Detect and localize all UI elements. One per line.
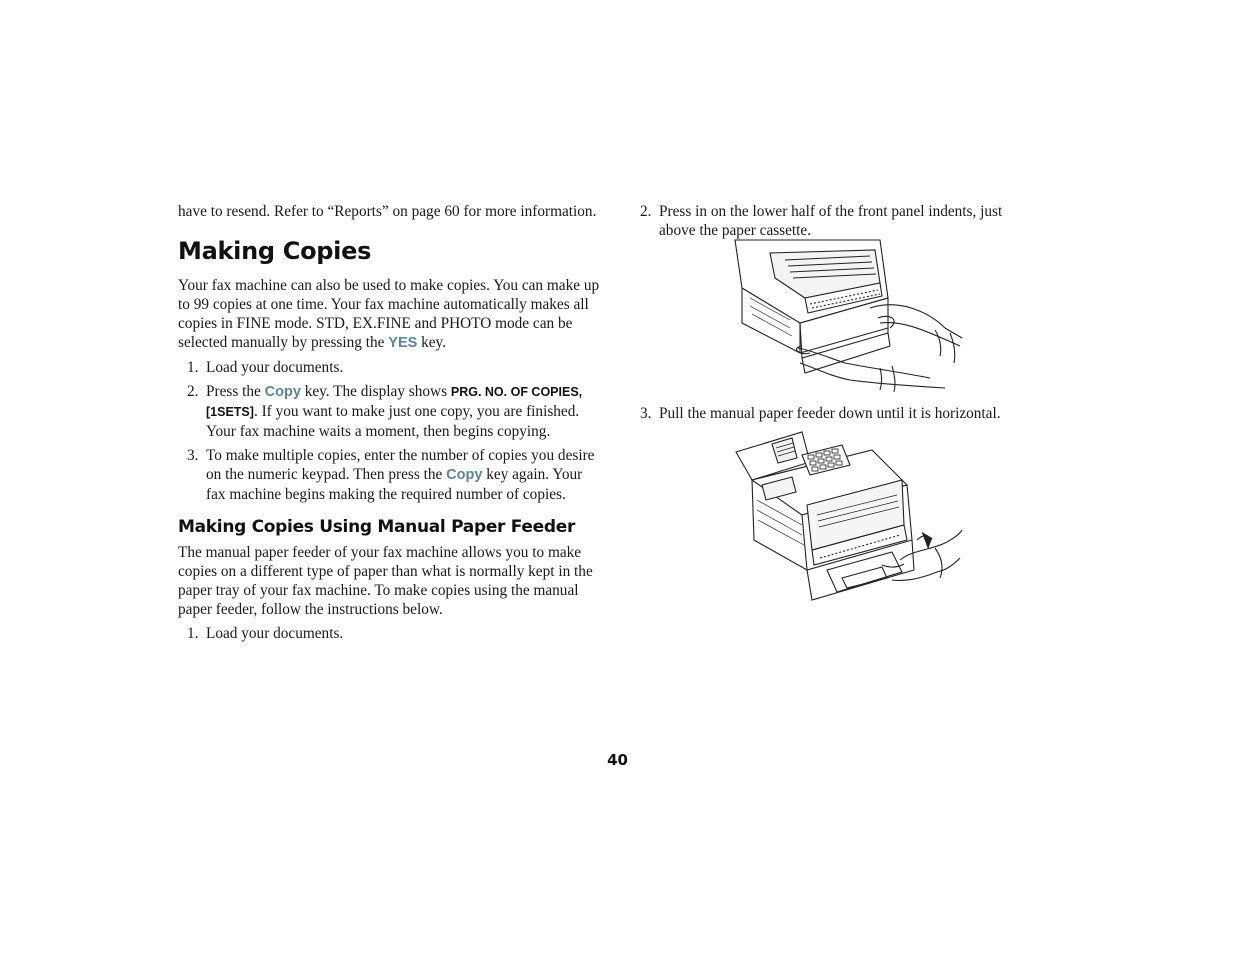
list-item: 3. To make multiple copies, enter the number of copies you desire on the numeric keypad. Then press the Copy key again. Your fax machine begins making the required number of copies. xyxy=(187,447,595,503)
copies-paragraph: Your fax machine can also be used to make copies. You can make up to 99 copies at one time. Your fax machine automatically makes all copies in FINE mode. STD, EX.FINE and PHOTO mode can be selected manually by pressing the YES key. xyxy=(178,277,600,351)
list-item xyxy=(640,404,1040,423)
section-heading: Making Copies xyxy=(178,237,372,265)
list-item xyxy=(640,202,1040,240)
fax-front-panel-illustration xyxy=(730,238,970,394)
manual-feeder-paragraph: The manual paper feeder of your fax machine allows you to make copies on a different type of paper than what is normally kept in the paper tray of your fax machine. To make copies using the manual paper feeder, follow the instructions below. xyxy=(178,544,593,618)
list-item: 2. Press the Copy key. The display shows PRG. NO. OF COPIES, [1SETS]. If you want to make just one copy, you are finished. Your fax machine waits a moment, then begins copying. xyxy=(187,383,583,440)
step-text: Load your documents. xyxy=(206,359,344,376)
step-text: Press in on the lower half of the front panel indents, just above the paper cassette. xyxy=(659,203,1003,239)
copy-key-label: Copy xyxy=(264,384,301,400)
display-text: PRG. NO. OF COPIES, [1SETS] xyxy=(206,385,583,419)
step-number: 2. xyxy=(187,383,199,400)
fax-manual-feeder-illustration xyxy=(732,430,964,608)
step-text: Load your documents. xyxy=(206,625,344,642)
left-column xyxy=(178,202,603,643)
page-number: 40 xyxy=(607,751,628,769)
step-number: 1. xyxy=(187,625,199,642)
copy-key-label: Copy xyxy=(446,467,483,483)
step-number: 1. xyxy=(187,359,199,376)
list-item xyxy=(178,624,603,643)
yes-key-label: YES xyxy=(388,335,418,351)
step-number: 2. xyxy=(640,203,652,220)
step-number: 3. xyxy=(640,405,652,422)
step-text: Pull the manual paper feeder down until it is horizontal. xyxy=(659,405,1001,422)
list-item xyxy=(178,358,603,377)
intro-paragraph: have to resend. Refer to “Reports” on page 60 for more information. xyxy=(178,203,597,220)
step-number: 3. xyxy=(187,447,199,464)
subsection-heading: Making Copies Using Manual Paper Feeder xyxy=(178,517,576,537)
